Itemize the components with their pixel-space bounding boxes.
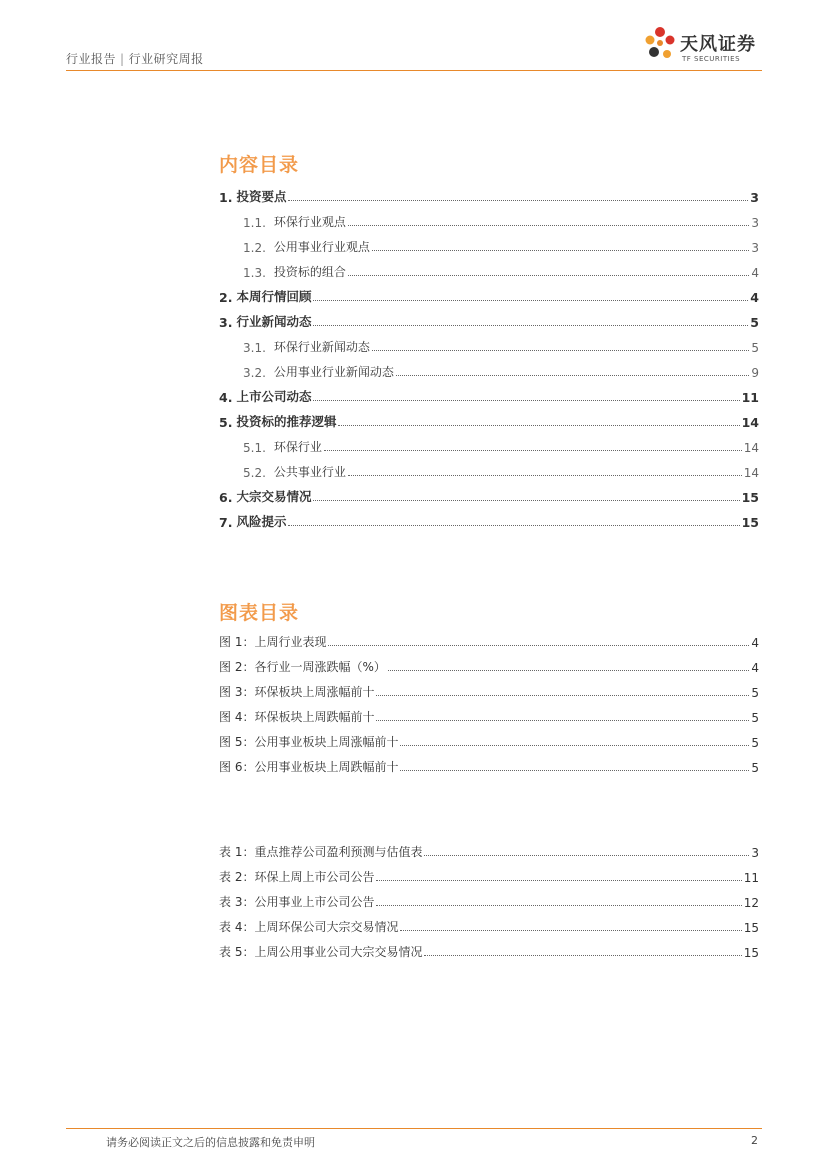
toc-entry-label: 表 1：重点推荐公司盈利预测与估值表 [219,845,423,859]
page-header [66,0,762,71]
tables-list [219,835,759,960]
toc-entry-page: 4 [751,661,759,675]
toc-entry[interactable] [219,650,759,675]
toc-entry-label: 图 4：环保板块上周跌幅前十 [219,710,375,724]
toc-entry-page: 5 [750,315,759,330]
toc-entry[interactable] [219,935,759,960]
toc-entry[interactable] [219,380,759,405]
dot-leader [372,250,749,251]
category-label: 行业报告 [66,52,117,66]
toc-entry-label: 图 2：各行业一周涨跌幅（%） [219,660,386,674]
toc-entry-page: 3 [751,216,759,230]
toc-entry-label: 公用事业行业观点 [273,240,370,254]
page-number: 2 [751,1134,758,1147]
dot-leader [400,770,749,771]
toc-entry-number: 6. [219,490,233,505]
dot-leader [376,720,749,721]
dot-leader [313,300,748,301]
disclaimer-text: 请务必阅读正文之后的信息披露和免责申明 [106,1136,315,1149]
dot-leader [348,475,742,476]
toc-entry-label: 表 3：公用事业上市公司公告 [219,895,375,909]
toc-entry-label: 表 4：上周环保公司大宗交易情况 [219,920,399,934]
logo-text-cn: 天风证券 [680,34,756,55]
toc-entry[interactable] [219,725,759,750]
toc-entry-number: 4. [219,390,233,405]
dot-leader [424,855,749,856]
toc-entry-page: 15 [741,490,759,505]
toc-entry[interactable] [219,230,759,255]
toc-entry[interactable] [219,330,759,355]
toc-entry-page: 15 [743,921,759,935]
toc-entry[interactable] [219,430,759,455]
header-separator: | [120,52,125,66]
toc-entry-label: 投资标的组合 [273,265,346,279]
toc-entry[interactable] [219,405,759,430]
toc-entry[interactable] [219,205,759,230]
toc-entry[interactable] [219,910,759,935]
toc-entry-page: 14 [743,466,759,480]
dot-leader [338,425,739,426]
dot-leader [400,930,741,931]
report-category [66,50,204,67]
toc-entry-page: 5 [751,761,759,775]
toc-entry-page: 11 [743,871,759,885]
toc-entry-label: 图 3：环保板块上周涨幅前十 [219,685,375,699]
toc-entry-label: 图 5：公用事业板块上周涨幅前十 [219,735,399,749]
toc-entry-page: 9 [751,366,759,380]
toc-entry-label: 投资标的推荐逻辑 [236,414,337,429]
toc-entry-page: 5 [751,686,759,700]
figures-title: 图表目录 [219,602,300,624]
toc-entry[interactable] [219,625,759,650]
toc-entry[interactable] [219,180,759,205]
dot-leader [348,225,749,226]
dot-leader [400,745,749,746]
dot-leader [313,500,739,501]
dot-leader [396,375,749,376]
toc-entry-label: 公共事业行业 [273,465,346,479]
toc-entry-number: 1. [219,190,233,205]
toc-entry-number: 3. [219,315,233,330]
toc-entry[interactable] [219,505,759,530]
dot-leader [288,200,748,201]
toc-entry-page: 4 [751,266,759,280]
flower-logo-icon [642,24,678,68]
toc-entry-number: 3.2. [243,366,266,380]
toc-entry-page: 14 [741,415,759,430]
dot-leader [372,350,749,351]
dot-leader [388,670,749,671]
toc-entry-number: 3.1. [243,341,266,355]
toc-entry[interactable] [219,480,759,505]
toc-entry-label: 行业新闻动态 [236,314,312,329]
toc-entry[interactable] [219,355,759,380]
toc-entry-page: 3 [750,190,759,205]
toc-entry-number: 5.1. [243,441,266,455]
logo-text-en: TF SECURITIES [682,55,741,63]
toc-entry[interactable] [219,305,759,330]
toc-entry-page: 5 [751,711,759,725]
toc-entry-page: 5 [751,341,759,355]
toc-entry-label: 表 5：上周公用事业公司大宗交易情况 [219,945,423,959]
toc-entry-label: 表 2：环保上周上市公司公告 [219,870,375,884]
toc-entry[interactable] [219,700,759,725]
contents-list [219,180,759,530]
page-footer [66,1128,762,1149]
toc-entry-label: 环保行业 [273,440,322,454]
toc-entry-label: 本周行情回顾 [236,289,312,304]
toc-entry[interactable] [219,280,759,305]
toc-entry-page: 5 [751,736,759,750]
dot-leader [376,905,741,906]
toc-entry-label: 图 1：上周行业表现 [219,635,327,649]
toc-entry-label: 风险提示 [236,514,287,529]
toc-entry-page: 12 [743,896,759,910]
toc-entry-page: 3 [751,846,759,860]
toc-entry[interactable] [219,255,759,280]
figures-list [219,625,759,775]
toc-entry-label: 投资要点 [236,189,287,204]
dot-leader [348,275,749,276]
subcategory-label: 行业研究周报 [128,52,204,66]
dot-leader [324,450,742,451]
toc-entry-page: 14 [743,441,759,455]
toc-entry-page: 11 [741,390,759,405]
toc-entry-label: 大宗交易情况 [236,489,312,504]
toc-entry[interactable] [219,860,759,885]
dot-leader [288,525,739,526]
company-logo [642,24,762,68]
dot-leader [424,955,741,956]
toc-entry-page: 15 [741,515,759,530]
toc-entry-label: 上市公司动态 [236,389,312,404]
toc-entry-number: 2. [219,290,233,305]
toc-entry[interactable] [219,675,759,700]
contents-title: 内容目录 [219,154,300,176]
toc-entry-number: 1.1. [243,216,266,230]
toc-entry-page: 3 [751,241,759,255]
toc-entry-number: 7. [219,515,233,530]
toc-entry-label: 公用事业行业新闻动态 [273,365,394,379]
toc-entry-number: 5.2. [243,466,266,480]
toc-entry-page: 4 [750,290,759,305]
dot-leader [313,325,748,326]
toc-entry-number: 5. [219,415,233,430]
toc-entry-label: 环保行业新闻动态 [273,340,370,354]
dot-leader [376,880,741,881]
dot-leader [376,695,749,696]
dot-leader [328,645,749,646]
toc-entry[interactable] [219,885,759,910]
toc-entry[interactable] [219,455,759,480]
toc-entry-label: 环保行业观点 [273,215,346,229]
toc-entry-number: 1.3. [243,266,266,280]
toc-entry-label: 图 6：公用事业板块上周跌幅前十 [219,760,399,774]
toc-entry-number: 1.2. [243,241,266,255]
toc-entry[interactable] [219,835,759,860]
toc-entry[interactable] [219,750,759,775]
toc-entry-page: 4 [751,636,759,650]
toc-entry-page: 15 [743,946,759,960]
dot-leader [313,400,739,401]
